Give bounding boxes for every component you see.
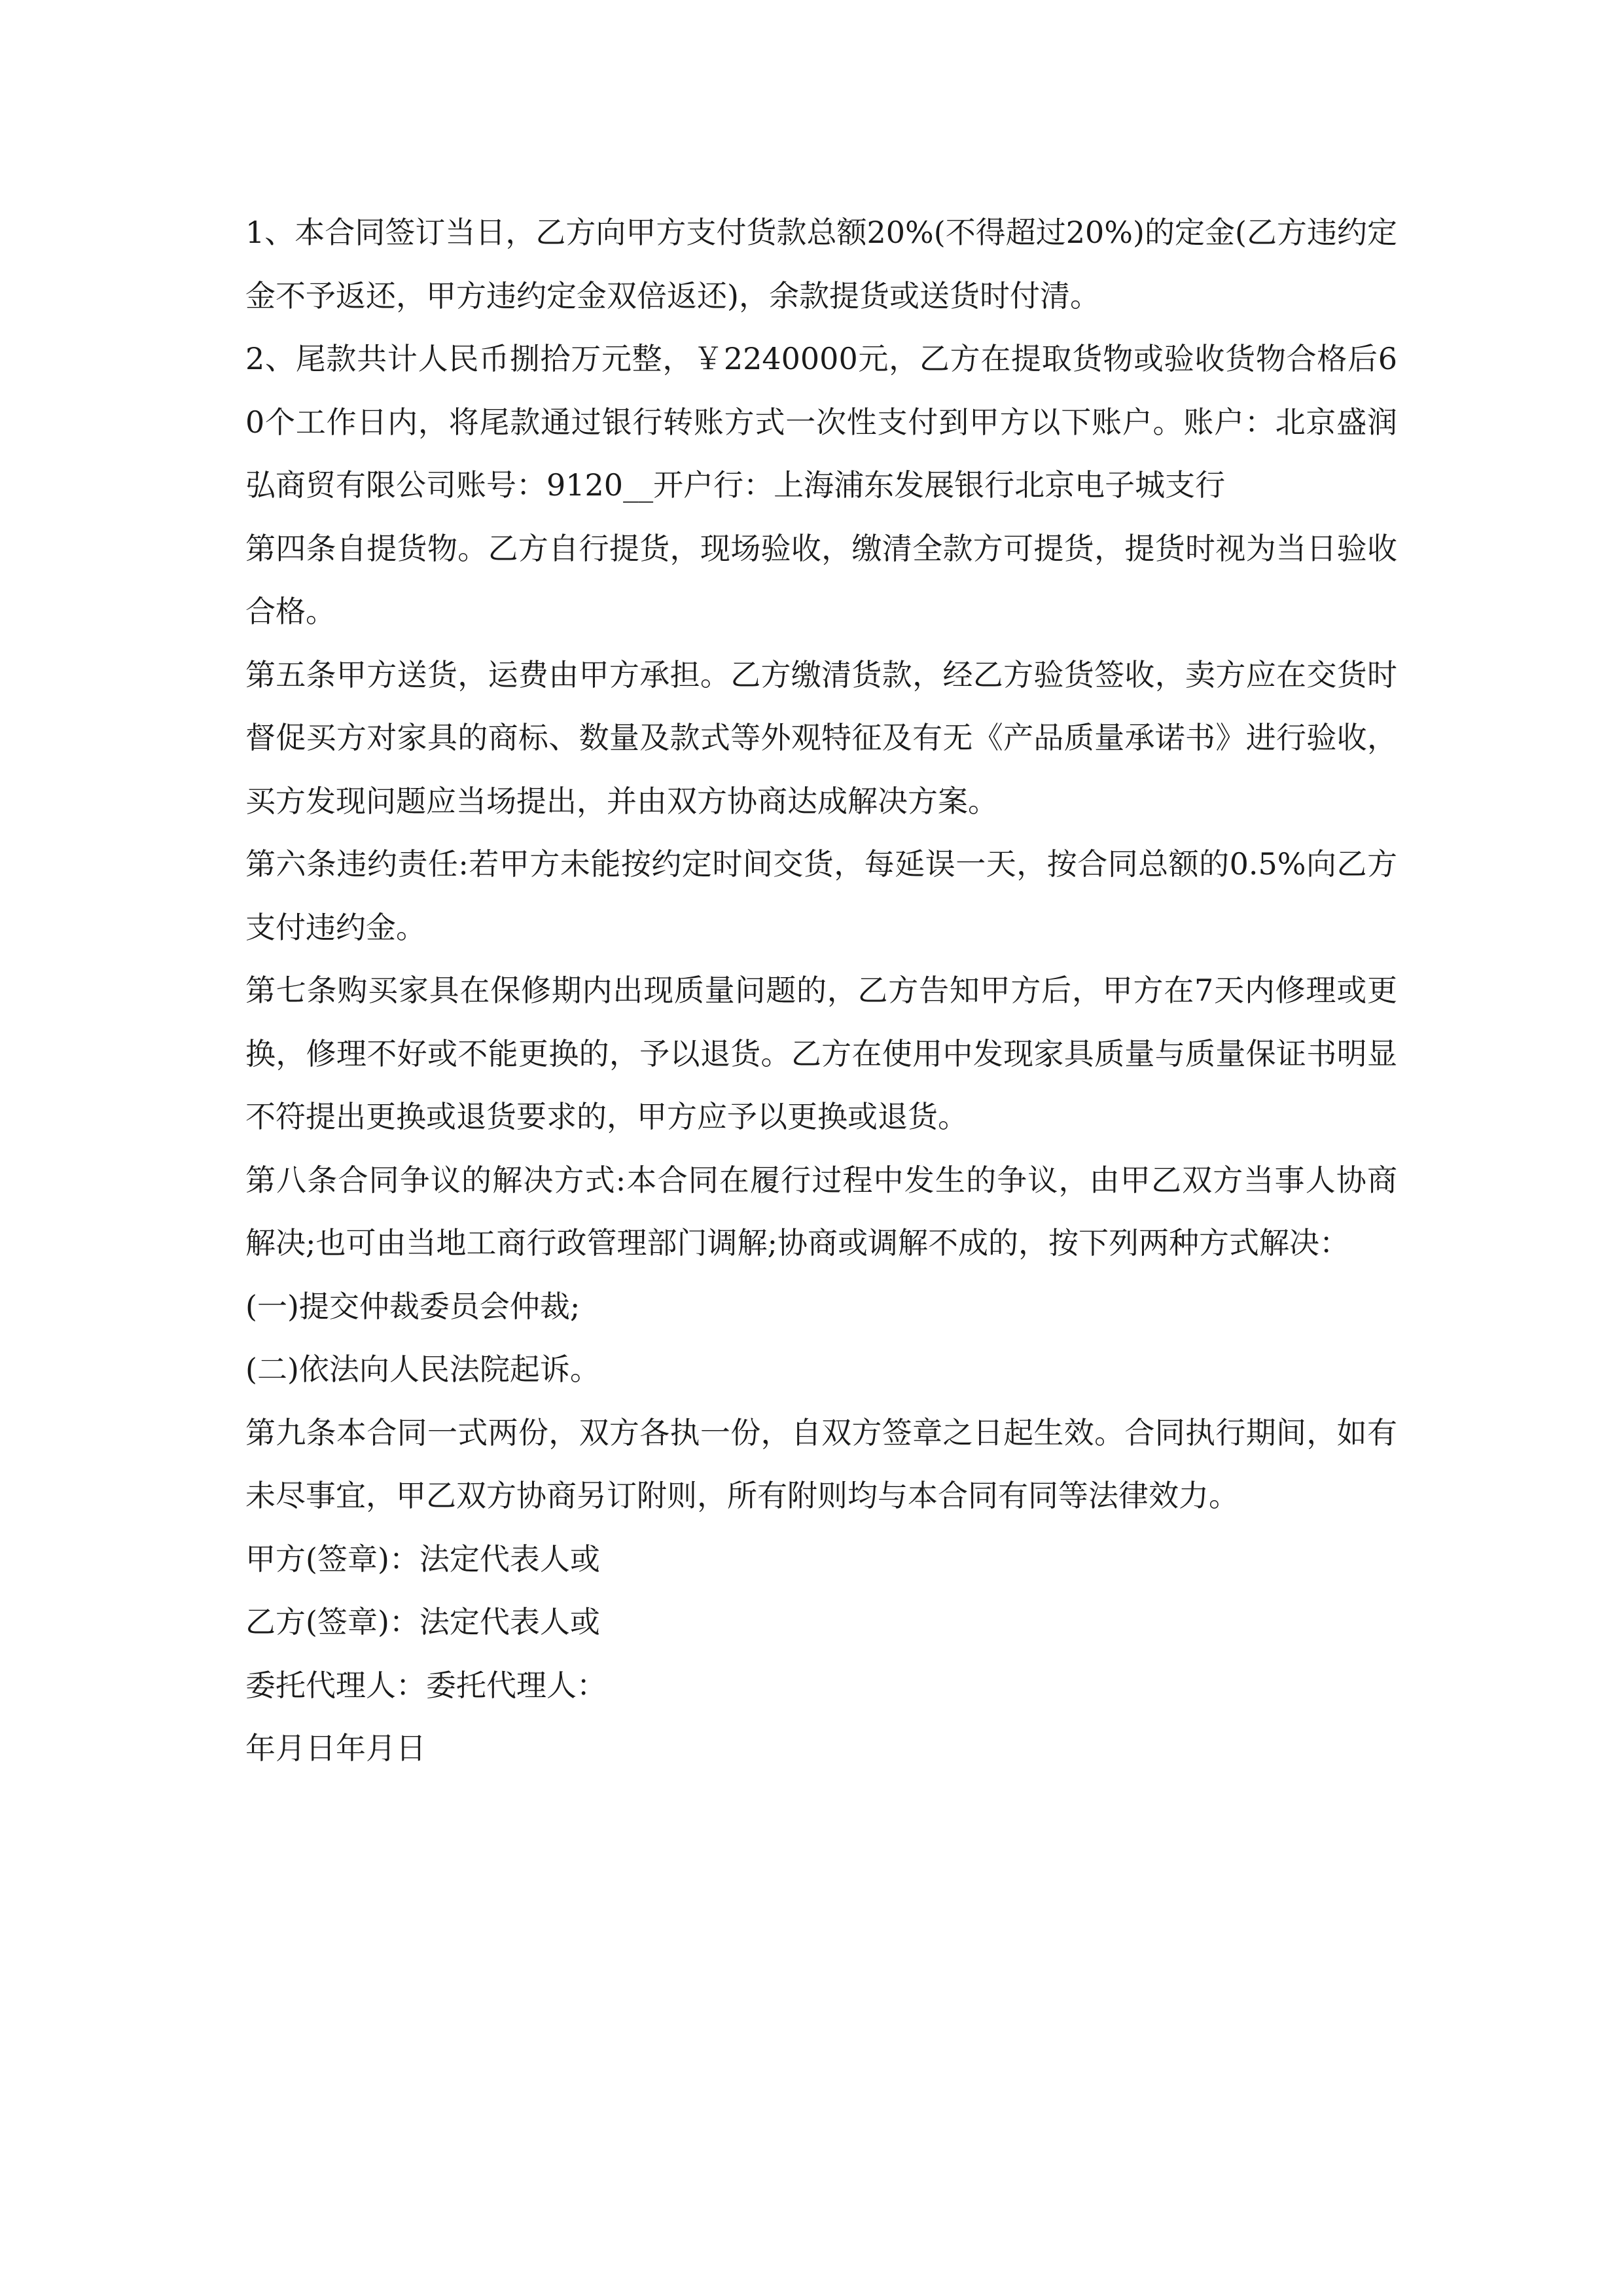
article-7-warranty: 第七条购买家具在保修期内出现质量问题的，乙方告知甲方后，甲方在7天内修理或更换，修理不好或不能更换的，予以退货。乙方在使用中发现家具质量与质量保证书明显不符提出更换或退货要求的，甲方应予以更换或退货。 — [245, 973, 1397, 1134]
dispute-option-court: (二)依法向人民法院起诉。 — [245, 1352, 600, 1387]
article-5-delivery: 第五条甲方送货，运费由甲方承担。乙方缴清货款，经乙方验货签收，卖方应在交货时督促买方对家具的商标、数量及款式等外观特征及有无《产品质量承诺书》进行验收，买方发现问题应当场提出，并由双方协商达成解决方案。 — [245, 656, 1397, 819]
article-9-effectiveness: 第九条本合同一式两份，双方各执一份，自双方签章之日起生效。合同执行期间，如有未尽事宜，甲乙双方协商另订附则，所有附则均与本合同有同等法律效力。 — [245, 1414, 1397, 1513]
signature-agents: 委托代理人：委托代理人： — [245, 1667, 607, 1703]
article-8-disputes: 第八条合同争议的解决方式:本合同在履行过程中发生的争议，由甲乙双方当事人协商解决;也可由当地工商行政管理部门调解;协商或调解不成的，按下列两种方式解决： — [245, 1162, 1397, 1261]
article-4-self-pickup: 第四条自提货物。乙方自行提货，现场验收，缴清全款方可提货，提货时视为当日验收合格。 — [245, 530, 1397, 629]
clause-payment-deposit: 1、本合同签订当日，乙方向甲方支付货款总额20%(不得超过20%)的定金(乙方违约定金不予返还，甲方违约定金双倍返还)，余款提货或送货时付清。 — [245, 215, 1397, 314]
signature-party-a: 甲方(签章)：法定代表人或 — [245, 1541, 600, 1577]
article-6-liability: 第六条违约责任:若甲方未能按约定时间交货，每延误一天，按合同总额的0.5%向乙方支付违约金。 — [245, 846, 1397, 945]
signature-dates: 年月日年月日 — [245, 1731, 426, 1766]
dispute-option-arbitration: (一)提交仲裁委员会仲裁; — [245, 1288, 580, 1324]
signature-party-b: 乙方(签章)：法定代表人或 — [245, 1604, 600, 1640]
document-body — [245, 201, 1397, 1780]
clause-payment-balance: 2、尾款共计人民币捌拾万元整，￥2240000元，乙方在提取货物或验收货物合格后60个工作日内，将尾款通过银行转账方式一次性支付到甲方以下账户。账户：北京盛润弘商贸有限公司账号：9120__开户行：上海浦东发展银行北京电子城支行 — [245, 341, 1397, 503]
